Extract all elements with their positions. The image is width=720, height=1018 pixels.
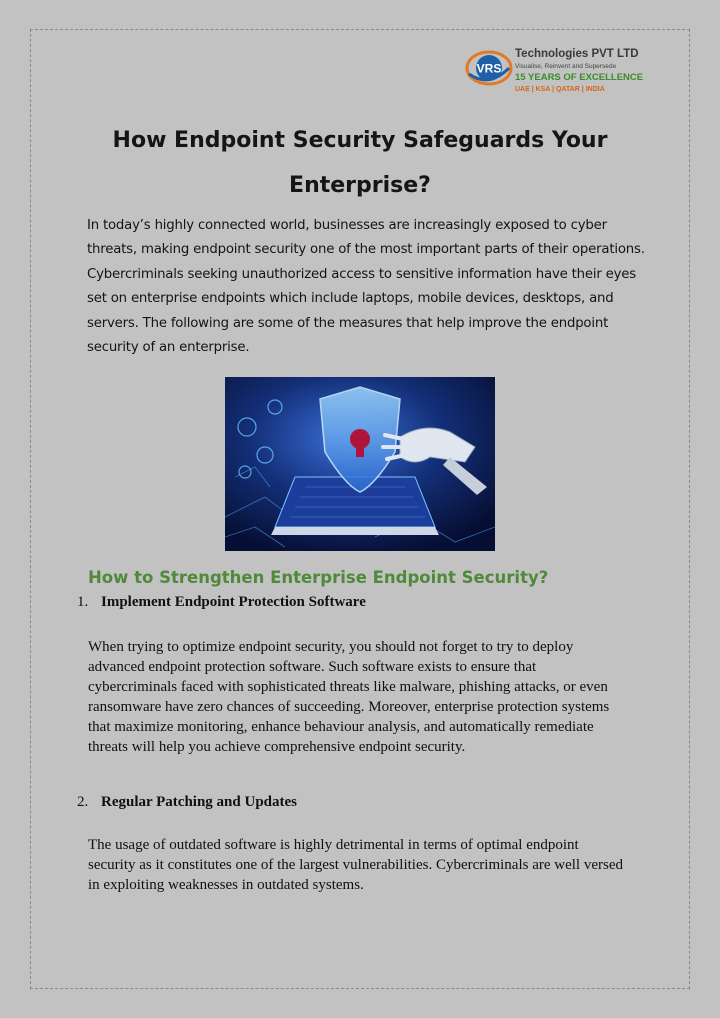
section-heading: How to Strengthen Enterprise Endpoint Security? <box>88 568 549 587</box>
company-logo <box>465 44 645 100</box>
logo-regions: UAE | KSA | QATAR | INDIA <box>515 85 605 93</box>
vrs-logo-mark-icon <box>465 48 513 88</box>
logo-tagline: Visualise, Reinvent and Supersede <box>515 62 617 70</box>
hero-image <box>225 377 495 551</box>
item-number: 2. <box>77 794 89 810</box>
shield-robot-laptop-illustration-icon <box>225 377 495 551</box>
item-title-text: Regular Patching and Updates <box>101 794 297 810</box>
item-title-1 <box>77 594 366 611</box>
logo-excellence: 15 YEARS OF EXCELLENCE <box>515 72 644 83</box>
item-number: 1. <box>77 594 89 610</box>
item-body-2: The usage of outdated software is highly detrimental in terms of optimal endpoint security as it constitutes one of the largest vulnerabilities. Cybercriminals are well versed in exploiting weaknesses in outdated systems. <box>88 837 623 893</box>
logo-mark-text: VRS <box>476 61 502 76</box>
item-title-2 <box>77 794 297 811</box>
item-title-text: Implement Endpoint Protection Software <box>101 594 366 610</box>
intro-paragraph: In today’s highly connected world, businesses are increasingly exposed to cyber threats, making endpoint security one of the most important parts of their operations. Cybercriminals seeking unauthorized access to sensitive information have their eyes set on enterprise endpoints which include laptops, mobile devices, desktops, and servers. The following are some of the measures that help improve the endpoint security of an enterprise. <box>87 218 645 356</box>
page-title: How Endpoint Security Safeguards Your Enterprise? <box>112 128 608 198</box>
logo-company-name: Technologies PVT LTD <box>515 48 639 60</box>
item-body-1: When trying to optimize endpoint security, you should not forget to try to deploy advanced endpoint protection software. Such software exists to ensure that cybercriminals faced with sophisticated threats like malware, phishing attacks, or even ransomware have zero chances of succeeding. Moreover, enterprise protection systems that maximize monitoring, enhance behaviour analysis, and automatically remediate threats will help you achieve comprehensive endpoint security. <box>88 639 610 755</box>
